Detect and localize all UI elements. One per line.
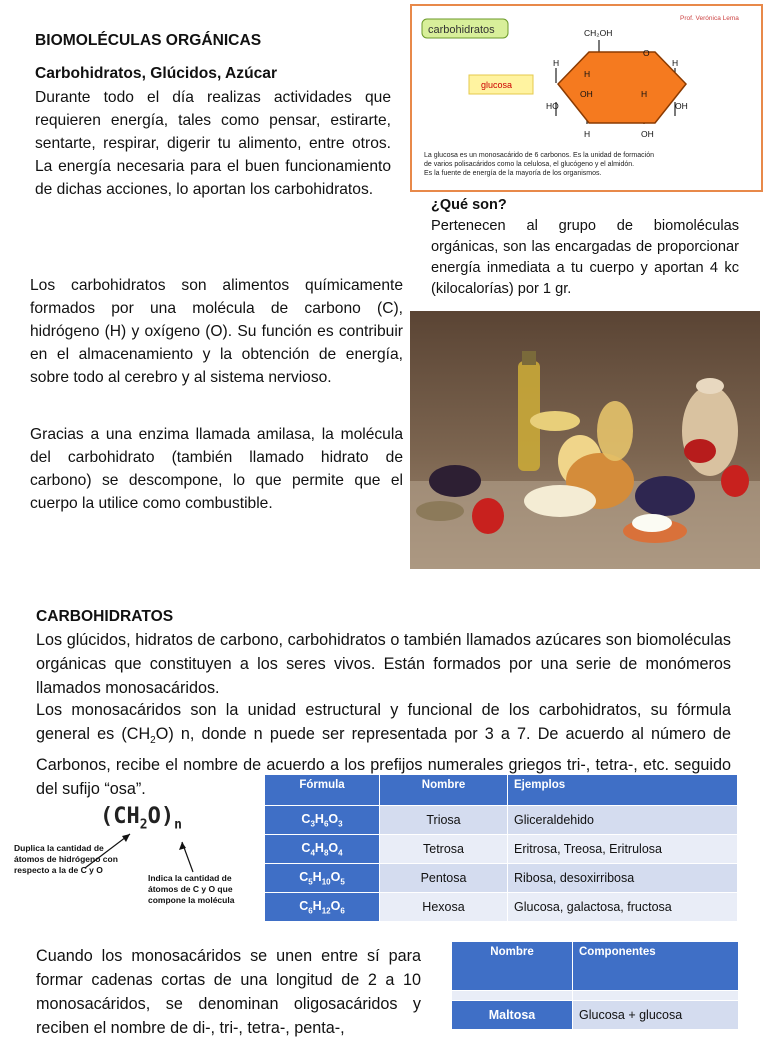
food-illustration	[410, 311, 760, 569]
table-header-row	[265, 775, 738, 806]
formula-subscript: 6	[308, 906, 313, 916]
carbo-definition-paragraph: Los carbohidratos son alimentos químicamente formados por una molécula de carbono (C), hidrógeno (H) y oxígeno (O). Su función es contribuir en el almacenamiento y la obtención de energía, sobre todo al cerebro y al sistema nervioso.	[30, 277, 403, 386]
carbohidratos-text-2a: Los monosacáridos son la unidad estructural y funcional de los carbohidratos, su fórmula general es (CH	[36, 701, 731, 743]
intro-paragraph: Durante todo el día realizas actividades que requieren energía, tales como pensar, estirarte, sentarte, respirar, digerir tu alimento, entre otros. La energía necesaria para el buen funcionamiento de dichas acciones, lo aportan los carbohidratos.	[35, 89, 391, 198]
ejemplos-cell: Ribosa, desoxirribosa	[508, 864, 738, 893]
figure-caption-line-2: de varios polisacáridos como la celulosa, el glucógeno y el almidón.	[424, 161, 635, 168]
nombre-cell: Pentosa	[380, 864, 508, 893]
formula-element: O	[330, 869, 341, 884]
formula-sub: 2	[139, 817, 148, 833]
glucose-structure-diagram	[412, 6, 761, 190]
formula-cell	[265, 893, 380, 922]
formula-subscript: 3	[338, 819, 343, 829]
carbohidratos-heading: CARBOHIDRATOS	[36, 608, 174, 625]
ejemplos-cell: Gliceraldehido	[508, 806, 738, 835]
formula-subscript: 6	[323, 819, 329, 829]
atom-h-bottom: H	[584, 129, 591, 139]
atom-o: O	[643, 48, 650, 58]
col2-componentes: Componentes	[573, 942, 739, 991]
section-subtitle: Carbohidratos, Glúcidos, Azúcar	[35, 65, 278, 82]
formula-subscript: 8	[323, 848, 329, 858]
glucose-figure	[410, 4, 763, 192]
formula-element: C	[299, 898, 309, 913]
amilasa-paragraph: Gracias a una enzima llamada amilasa, la molécula del carbohidrato (también llamado hidrato de carbono) se descompone, lo que permite que el cuerpo la utilice como combustible.	[30, 426, 403, 512]
disaccharide-name-cell: Maltosa	[452, 1001, 573, 1030]
note-hydrogen: Duplica la cantidad de átomos de hidrógeno con respecto a la de C y O	[14, 843, 118, 875]
formula-element: H	[314, 811, 324, 826]
atom-h-left-top: H	[553, 58, 560, 68]
atom-h-ring-left: H	[584, 69, 591, 79]
table-row	[265, 893, 738, 922]
formula-element: O	[330, 898, 341, 913]
formula-cell	[265, 864, 380, 893]
atom-ch2oh: CH₂OH	[584, 28, 613, 38]
formula-element: H	[314, 840, 324, 855]
oligosaccharides-paragraph: Cuando los monosacáridos se unen entre sí para formar cadenas cortas de una longitud de 2 a 10 monosacáridos, se denominan oligosacáridos y reciben el nombre de di-, tri-, tetra-, penta-,	[36, 947, 421, 1037]
formula-element: H	[312, 869, 322, 884]
formula-element: H	[312, 898, 322, 913]
formula-n: n	[174, 817, 182, 833]
table2-row	[452, 1001, 739, 1030]
col-ejemplos: Ejemplos	[508, 775, 738, 806]
formula-subscript: 4	[310, 848, 315, 858]
note-carbon-oxygen: Indica la cantidad de átomos de C y O que compone la molécula	[148, 873, 235, 905]
que-son-text: Pertenecen al grupo de biomoléculas orgánicas, son las encargadas de proporcionar energía inmediata a tu cuerpo y aportan 4 kc (kilocalorías) por 1 gr.	[431, 218, 739, 297]
formula-element: C	[301, 840, 311, 855]
table-row	[265, 806, 738, 835]
formula-element: C	[299, 869, 309, 884]
formula-cell	[265, 835, 380, 864]
table-row	[265, 864, 738, 893]
formula-cell	[265, 806, 380, 835]
formula-element: O	[328, 840, 339, 855]
carbohydrate-foods-photo	[410, 311, 760, 569]
formula-subscript: 5	[308, 877, 313, 887]
carbohidratos-text-2-sub: 2	[150, 735, 156, 747]
atom-oh-right: OH	[675, 101, 688, 111]
formula-open: (CH	[100, 804, 140, 829]
atom-h-right: H	[672, 58, 679, 68]
formula-subscript: 12	[321, 906, 331, 916]
nombre-cell: Tetrosa	[380, 835, 508, 864]
atom-ho-left: HO	[546, 101, 559, 111]
formula-subscript: 6	[340, 906, 345, 916]
tag-glucosa: glucosa	[481, 80, 513, 90]
monosaccharides-table	[264, 774, 738, 922]
formula-subscript: 10	[321, 877, 331, 887]
tag-carbohidratos: carbohidratos	[428, 24, 495, 36]
figure-author: Prof. Verónica Lema	[680, 15, 739, 22]
nombre-cell: Triosa	[380, 806, 508, 835]
figure-caption-line-3: Es la fuente de energía de la mayoría de los organismos.	[424, 170, 602, 177]
atom-oh-ring: OH	[580, 89, 593, 99]
table2-header-row	[452, 942, 739, 991]
glucose-hexagon	[558, 52, 686, 123]
formula-subscript: 5	[340, 877, 345, 887]
carbohidratos-text-1: Los glúcidos, hidratos de carbono, carbohidratos o también llamados azúcares son biomoléculas orgánicas que constituyen a los seres vivos. Están formados por una serie de monómeros llamados monosacáridos.	[36, 631, 731, 697]
formula-subscript: 3	[310, 819, 315, 829]
table-row	[265, 835, 738, 864]
carbohidratos-text-2b: O) n, donde n puede ser representada por 3 a 7. De acuerdo al número de Carbonos, recibe el nombre de acuerdo a los prefijos numerales griegos tri-, tetra-, etc. seguido del sufijo “osa”.	[36, 725, 731, 799]
ejemplos-cell: Eritrosa, Treosa, Eritrulosa	[508, 835, 738, 864]
col-formula: Fórmula	[265, 775, 380, 806]
atom-oh-bottom: OH	[641, 129, 654, 139]
page-title: BIOMOLÉCULAS ORGÁNICAS	[35, 32, 262, 49]
formula-element: C	[301, 811, 311, 826]
col-nombre: Nombre	[380, 775, 508, 806]
components-cell: Glucosa + glucosa	[573, 1001, 739, 1030]
figure-caption-line-1: La glucosa es un monosacárido de 6 carbonos. Es la unidad de formación	[424, 152, 654, 159]
formula-close: O)	[147, 804, 175, 829]
nombre-cell: Hexosa	[380, 893, 508, 922]
formula-subscript: 4	[338, 848, 343, 858]
col2-nombre: Nombre	[452, 942, 573, 991]
que-son-title: ¿Qué son?	[431, 197, 507, 213]
disaccharides-table	[451, 941, 739, 1030]
formula-element: O	[328, 811, 339, 826]
atom-h-ring-right: H	[641, 89, 648, 99]
ejemplos-cell: Glucosa, galactosa, fructosa	[508, 893, 738, 922]
